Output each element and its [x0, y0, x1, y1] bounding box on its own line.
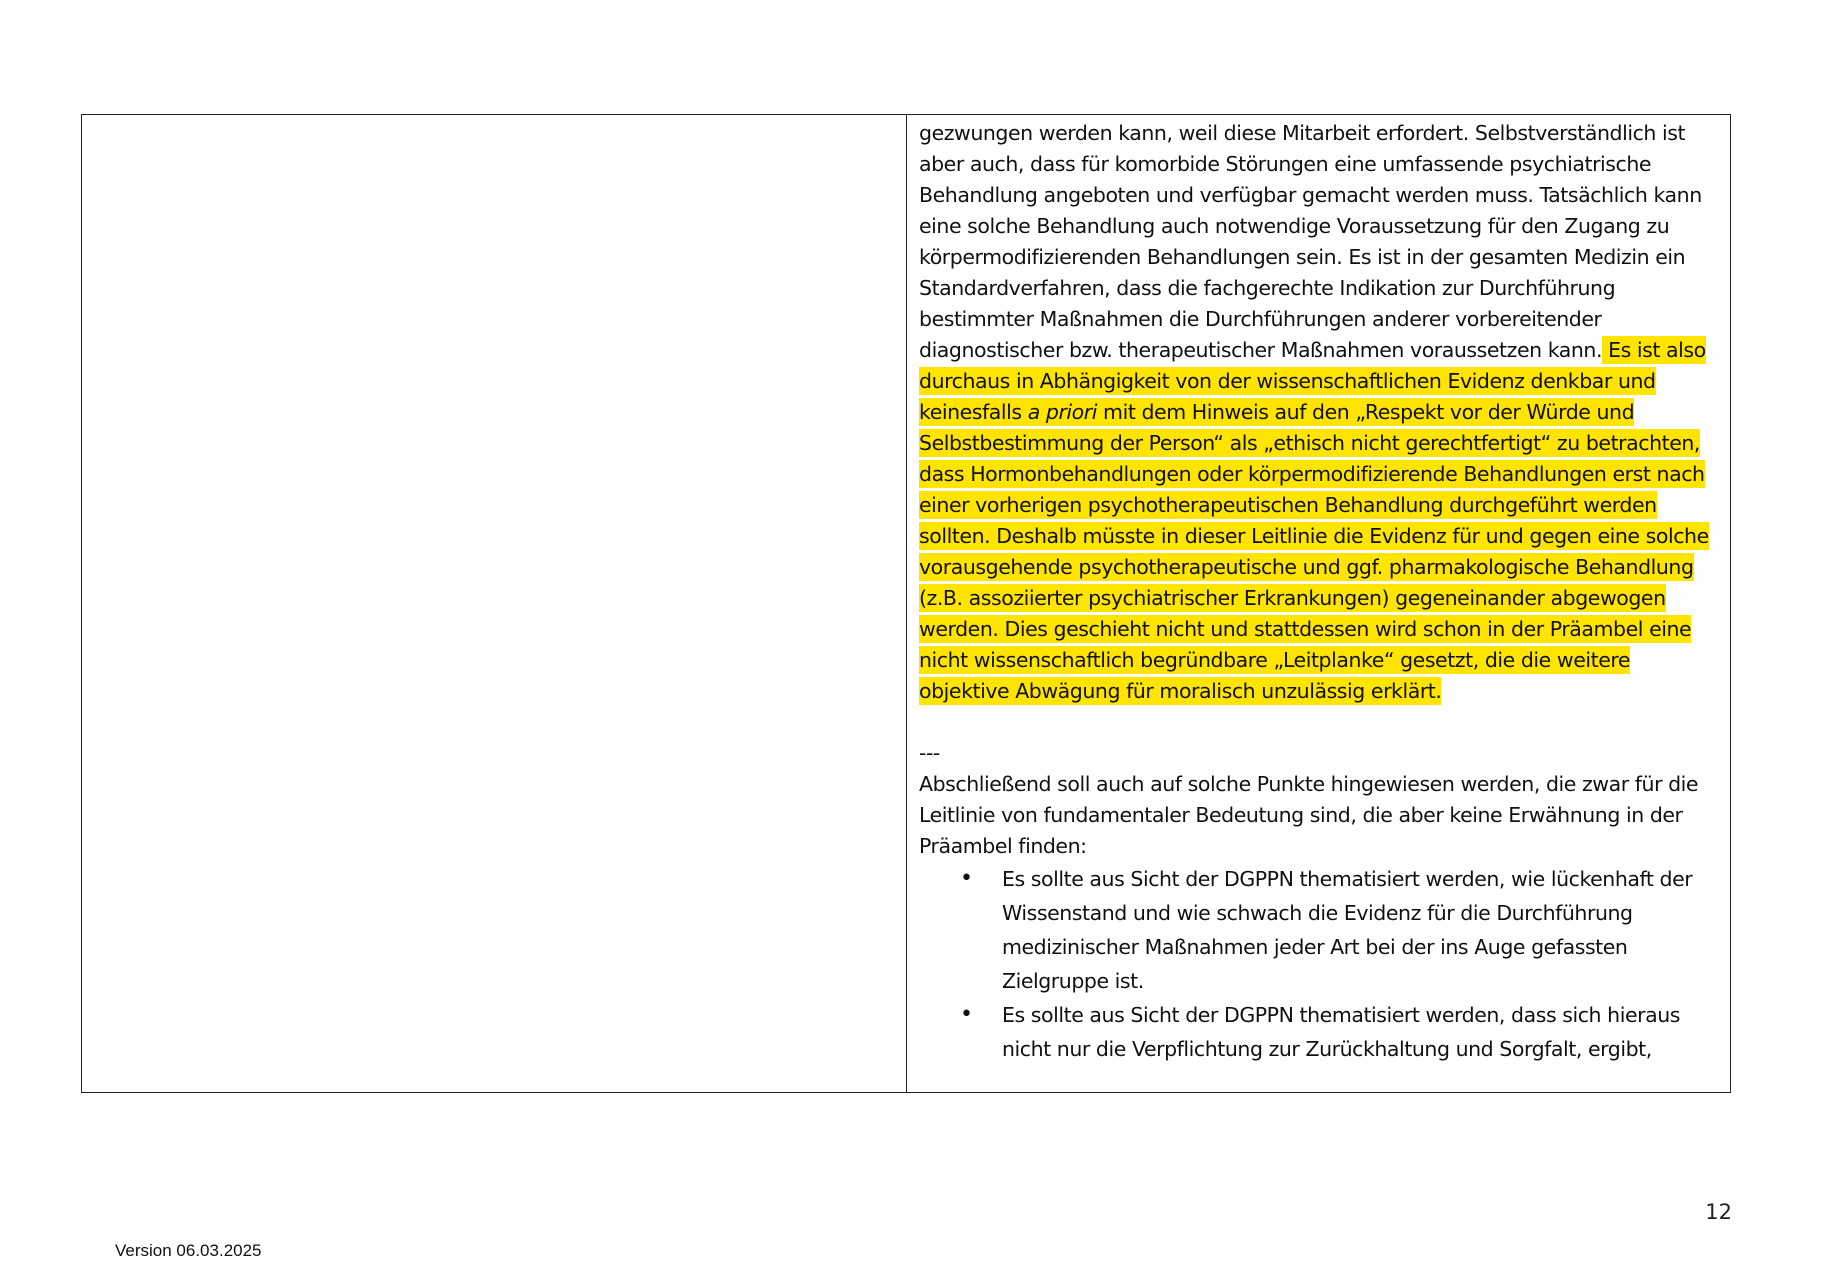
bullet-icon: • — [960, 866, 973, 891]
bullet-icon: • — [960, 1002, 973, 1027]
paragraph-1-text: gezwungen werden kann, weil diese Mitarbeit erfordert. Selbstverständlich ist aber auch, dass für komorbide Störungen eine umfassende psychiatrische Behandlung angeboten und verfügbar gemacht werden muss. Tatsächlich kann eine solche Behandlung auch notwendige Voraussetzung für den Zugang zu körpermodifizierenden Behandlungen sein. Es ist in der gesamten Medizin ein Standardverfahren, dass die fachgerechte Indikation zur Durchführung bestimmter Maßnahmen die Durchführungen anderer vorbereitender diagnostischer bzw. therapeutischer Maßnahmen voraussetzen kann — [919, 121, 1702, 362]
list-item — [919, 862, 1720, 998]
highlight-text-2: mit dem Hinweis auf den „Respekt vor der Würde und Selbstbestimmung der Person“ als „ethisch nicht gerechtfertigt“ zu betrachten, dass Hormonbehandlungen oder körpermodifizierende Behandlungen erst nach einer vorherigen psychotherapeutischen Behandlung durchgeführt werden sollten. Deshalb müsste in dieser Leitlinie die Evidenz für und gegen eine solche vorausgehende psychotherapeutische und ggf. pharmakologische Behandlung (z.B. assoziierter psychiatrischer Erkrankungen) gegeneinander abgewogen werden. Dies geschieht nicht und stattdessen wird schon in der Präambel eine nicht wissenschaftlich begründbare „Leitplanke“ gesetzt, die die weitere objektive Abwägung für moralisch unzulässig erklärt. — [919, 400, 1709, 703]
document-table — [81, 114, 1731, 1093]
table-left-cell — [82, 115, 907, 1092]
list-item-text: Es sollte aus Sicht der DGPPN thematisiert werden, wie lückenhaft der Wissenstand und wie schwach die Evidenz für die Durchführung medizinischer Maßnahmen jeder Art bei der ins Auge gefassten Zielgruppe ist. — [1002, 867, 1693, 993]
highlight-italic-text: a priori — [1027, 400, 1097, 424]
section-separator: --- — [919, 741, 940, 765]
highlighted-passage — [919, 336, 1709, 705]
body-paragraph-1 — [919, 118, 1720, 707]
table-right-cell — [907, 115, 1730, 1092]
highlight-text-1: Es ist also durchaus in Abhängigkeit von der wissenschaftlichen Evidenz denkbar und keinesfalls — [919, 338, 1706, 424]
list-item — [919, 998, 1720, 1066]
version-label: Version 06.03.2025 — [115, 1241, 262, 1260]
body-paragraph-2: Abschließend soll auch auf solche Punkte hingewiesen werden, die zwar für die Leitlinie von fundamentaler Bedeutung sind, die aber keine Erwähnung in der Präambel finden: — [919, 772, 1699, 858]
bullet-list — [919, 862, 1720, 1066]
page-number: 12 — [1705, 1200, 1732, 1224]
list-item-text: Es sollte aus Sicht der DGPPN thematisiert werden, dass sich hieraus nicht nur die Verpflichtung zur Zurückhaltung und Sorgfalt, ergibt, — [1002, 1003, 1680, 1061]
paragraph-1-end: . — [1595, 338, 1603, 362]
